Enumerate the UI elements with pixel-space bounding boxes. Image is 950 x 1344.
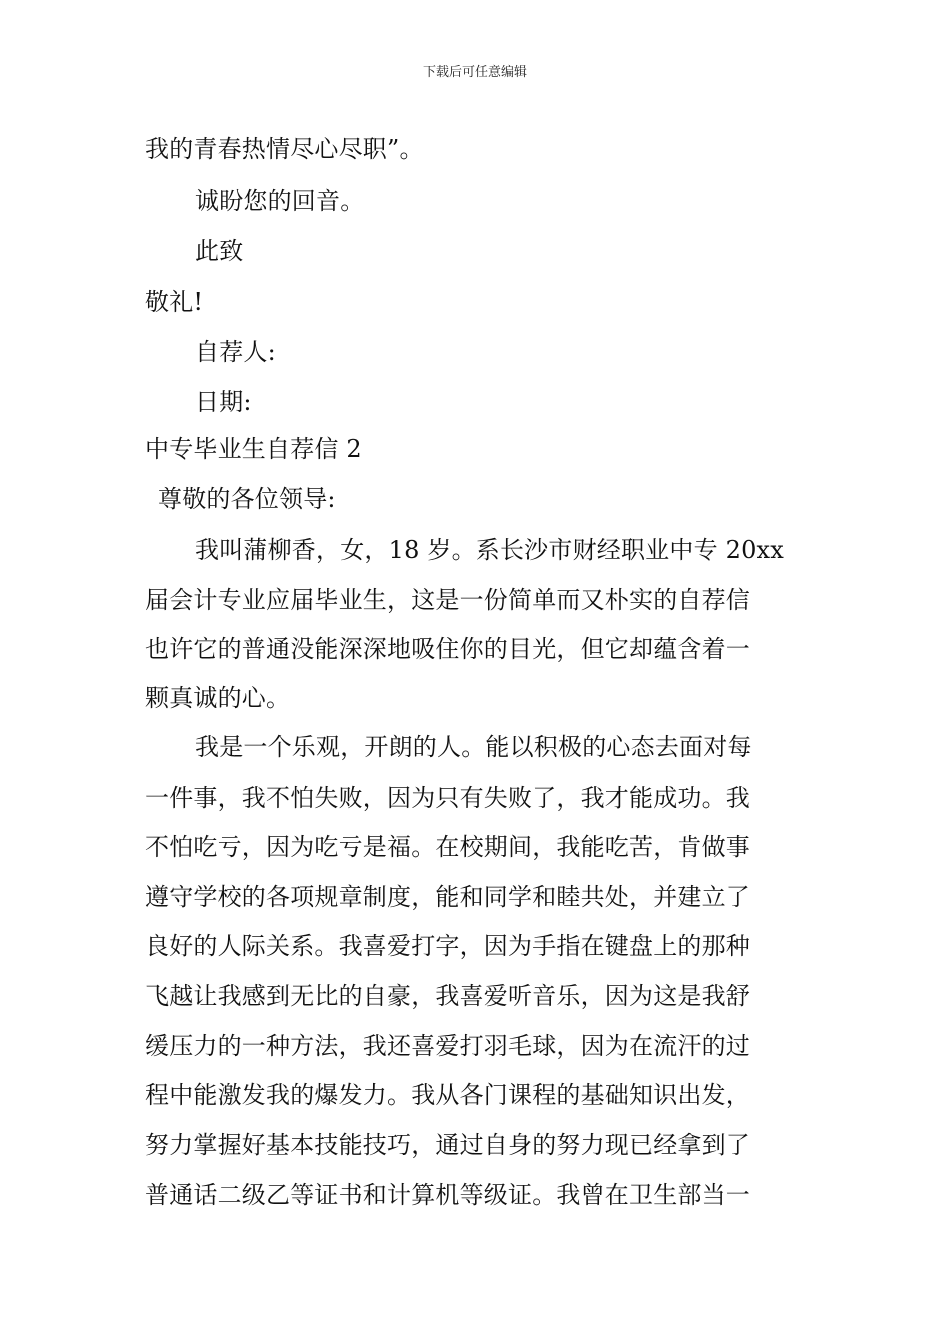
text-line: 飞越让我感到无比的自豪，我喜爱听音乐，因为这是我舒 bbox=[145, 982, 750, 1010]
text-line: 我叫蒲柳香，女，18 岁。系长沙市财经职业中专 20xx bbox=[195, 536, 785, 564]
text-line: 我的青春热情尽心尽职”。 bbox=[145, 135, 424, 163]
text-line: 自荐人: bbox=[195, 338, 276, 366]
text-line: 此致 bbox=[195, 237, 244, 265]
page-header: 下载后可任意编辑 bbox=[422, 65, 527, 80]
text-line: 良好的人际关系。我喜爱打字，因为手指在键盘上的那种 bbox=[145, 932, 750, 960]
text-line: 日期: bbox=[195, 388, 252, 416]
text-line: 普通话二级乙等证书和计算机等级证。我曾在卫生部当一 bbox=[145, 1181, 750, 1209]
text-line: 也许它的普通没能深深地吸住你的目光，但它却蕴含着一 bbox=[145, 635, 750, 663]
text-line: 届会计专业应届毕业生，这是一份简单而又朴实的自荐信 bbox=[145, 586, 750, 614]
text-line: 不怕吃亏，因为吃亏是福。在校期间，我能吃苦，肯做事 bbox=[145, 833, 750, 861]
text-line: 程中能激发我的爆发力。我从各门课程的基础知识出发， bbox=[145, 1081, 750, 1109]
salutation: 尊敬的各位领导: bbox=[158, 485, 336, 513]
text-line: 颗真诚的心。 bbox=[145, 684, 291, 712]
text-line: 一件事，我不怕失败，因为只有失败了，我才能成功。我 bbox=[145, 784, 750, 812]
text-line: 缓压力的一种方法，我还喜爱打羽毛球，因为在流汗的过 bbox=[145, 1032, 750, 1060]
text-line: 遵守学校的各项规章制度，能和同学和睦共处，并建立了 bbox=[145, 883, 750, 911]
section-title: 中专毕业生自荐信 2 bbox=[145, 435, 362, 463]
text-line: 诚盼您的回音。 bbox=[195, 187, 365, 215]
text-line: 我是一个乐观，开朗的人。能以积极的心态去面对每 bbox=[195, 733, 752, 761]
text-line: 努力掌握好基本技能技巧，通过自身的努力现已经拿到了 bbox=[145, 1131, 750, 1159]
text-line: 敬礼! bbox=[145, 288, 204, 316]
